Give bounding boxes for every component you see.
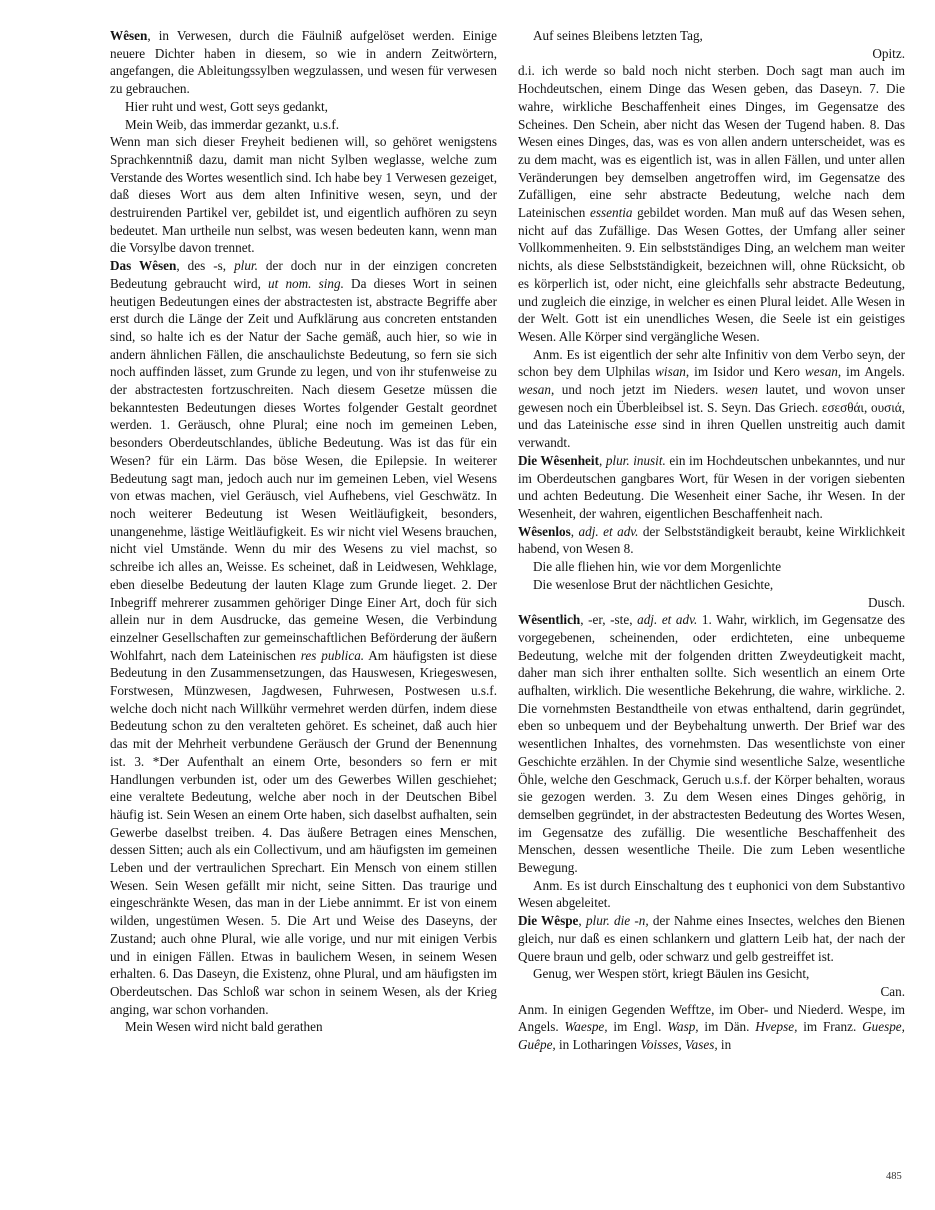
text-run: der Nahme eines Insectes, welches den Bienen gleich, nur daß es einen schlankern und glattern Leib hat, der nach der Quere braun und gelb, oder schwarz und gelb gestreiffet ist. [518, 913, 906, 964]
verse-line: Die alle fliehen hin, wie vor dem Morgenlichte [533, 559, 782, 575]
left-column [110, 27, 497, 1036]
text-run: der doch nur in der einzigen concreten Bedeutung gebraucht wird, [110, 258, 497, 291]
text-run: , -er, -ste, [580, 612, 638, 628]
text-run: 1. Wahr, wirklich, im Gegensatze des vorgegebenen, scheinenden, oder erdichteten, eine unbequeme Bedeutung, welche mit der folgenden dritten Zweydeutigkeit macht, daher man sich ihrer enthalten sollte. Sich wesentlich an einem Orte aufhalten, wirklich. Die wesentliche Bekehrung, die wahre, wirkliche. 2. Die vornehmsten Bestandtheile von etwas enthaltend, darin gegründet, eben so unbequem und der Beybehaltung unwerth. Der Brief war des wesentlichen Inhaltes, des vornehmsten. Das wesentlichste von einer Geschichte erzählen. In der Chymie sind wesentliche Salze, wesentliche Öhle, welche den Geschmack, Geruch u.s.f. der Körper behalten, woraus sie gezogen werden. 3. Zu dem Wesen eines Dinges gehörig, in demselben gegründet, in der abstractesten Bedeutung des Wortes Wesen, im Gegensatze des zufällig. Die wesentliche Beschaffenheit des Menschen, dessen wesentliche Theile. Die zum Leben wesentliche Bewegung. [518, 612, 905, 876]
italic-run: wesan [804, 364, 838, 380]
text-run: , [570, 523, 579, 539]
text-run: im Engl. [607, 1019, 668, 1035]
dictionary-paragraph [518, 346, 905, 452]
dictionary-paragraph [110, 257, 497, 1018]
italic-run: Wasp, [667, 1019, 699, 1035]
text-run: im Dän. [698, 1019, 756, 1035]
italic-run: plur. die -n, [585, 913, 649, 929]
text-run: , [578, 913, 586, 929]
text-run: , [598, 452, 606, 468]
italic-run: esse [634, 417, 657, 433]
italic-run: wesan [518, 382, 551, 398]
italic-run: adj. et adv. [578, 523, 639, 539]
dictionary-paragraph [110, 27, 497, 98]
text-run: Am häufigsten ist diese Bedeutung in den Zusammensetzungen, das Hauswesen, Kriegeswesen, Forstwesen, Münzwesen, Jagdwesen, Fuhrwesen, Postwesen u.s.f. welche doch nicht nach Willkühr vermehret werden dürfen, indem diese Bedeutung schon zu den veralteten gehöret. Es scheinet, daß auch hier das mit der Mehrheit verbundene Geräusch der Grund der Benennung ist. 3. *Der Aufenthalt an einem Orte, besonders so fern er mit Handlungen verbunden ist, oder um des Gewerbes Willen geschiehet; eine veraltete Bedeutung, welche aber noch in der Deutschen Bibel häufig ist. Sein Wesen an einem Orte haben, sich daselbst aufhalten, sein Gewerbe daselbst treiben. 4. Das äußere Betragen eines Menschen, dessen Sitten; auch als ein Collectivum, und am häufigsten im gemeinen Leben und der vertraulichen Sprechart. Ein Mensch von einem stillen Wesen. Sein Wesen gefällt mir nicht, seine Sitten. Das traurige und eingeschränkte Wesen, das man in der Liebe annimmt. Er ist von einem wilden, ungestümen Wesen. 5. Die Art und Weise des Daseyns, der Zustand; auch ohne Plural, wie alle vorige, und nur mit einigen Verbis und in einigen Fällen. Etwas in baulichem Wesen, in seinem Wesen erhalten. 6. Das Daseyn, die Existenz, ohne Plural, und am häufigsten im Oberdeutschen. Das Schloß war schon in seinem Wesen, als der Krieg anging, war schon vorhanden. [110, 647, 497, 1017]
italic-run: Voisses, Vases, [640, 1037, 718, 1053]
dictionary-paragraph [518, 452, 905, 523]
italic-run: Waespe, [564, 1019, 608, 1035]
headword: Das Wêsen [110, 258, 177, 274]
dictionary-paragraph [518, 1001, 905, 1054]
text-run: Anm. Es ist eigentlich der sehr alte Infinitiv von dem Verbo seyn, der schon bey dem Ulphilas [518, 346, 905, 380]
verse-line: Mein Weib, das immerdar gezankt, u.s.f. [125, 116, 340, 132]
text-run: in [717, 1037, 732, 1053]
verse-line: Auf seines Bleibens letzten Tag, [533, 28, 703, 43]
dictionary-paragraph [518, 523, 905, 558]
text-run: ein im Hochdeutschen unbekanntes, und nur im Oberdeutschen gangbares Wort, für Wesen in der vorigen siebenten und achten Bedeutung. Die Wesenheit einer Sache, ihr Wesen. In der Wesenheit, der wahren, eigentlichen Beschaffenheit nach. [518, 452, 906, 521]
dictionary-paragraph [518, 877, 905, 912]
text-run: der Selbstständigkeit beraubt, keine Wirklichkeit habend, von Wesen 8. [518, 523, 905, 557]
headword: Die Wêsenheit [518, 452, 599, 468]
quote-attribution: Dusch. [868, 594, 905, 610]
italic-run: res publica. [300, 647, 365, 663]
italic-run: Hvepse, [755, 1019, 798, 1035]
dictionary-paragraph [110, 133, 497, 257]
italic-run: essentia [590, 205, 633, 221]
text-run: Anm. In einigen Gegenden Wefftze, im Ober- und Niederd. Wespe, im Angels. [518, 1001, 905, 1035]
dictionary-paragraph [518, 62, 905, 345]
text-run: , im Isidor und Kero [685, 364, 805, 380]
text-run: in Lotharingen [555, 1037, 641, 1053]
headword: Wêsenlos [518, 523, 571, 539]
text-run: , und noch jetzt im Nieders. [550, 382, 726, 398]
text-run: sind in ihren Quellen unstreitig auch damit verwandt. [518, 417, 906, 451]
text-run: Da dieses Wort in seinen heutigen Bedeutungen eines der abstractesten ist, abstracte Begriffe aber erst durch die Länge der Zeit und Aufklärung aus concreten entstanden sind, so halte ich es der Natur der Sache gemäß, auch hier, so wie in andern ähnlichen Fällen, die anschaulichste Bedeutung, so fern sie sich noch auffinden lässet, zum Grunde zu legen, und von ihr stufenweise zu der abstractesten fortzuschreiten. Nach diesem Gesetze müssen die bekanntesten Bedeutungen dieses Wortes folgender Gestalt geordnet werden. 1. Geräusch, ohne Plural; eine noch im gemeinen Leben, besonders Oberdeutschlandes, übliche Bedeutung. Was ist das für ein Wesen? für ein Lärm. Das böse Wesen, die Epilepsie. In weiterer Bedeutung sagt man, jedoch auch nur im gemeinen Leben, viel Wesens von etwas machen, viel Geräusch, viel Aufhebens, viel Geschwätz. In noch weiterer Bedeutung ist Wesen Weitläufigkeit, besonders, unangenehme, lästige Weitläufigkeit. Es wir nicht viel Wesens brauchen, nicht viel Umstände. Wenn du mir des Wesens zu viel machst, so schreibe ich alles an, Weisse. Es scheinet, daß in Leidwesen, Wehklage, eben dieselbe Bedeutung der lauten Klage zum Grunde lieget. 2. Der Inbegriff mehrerer zusammen gehöriger Dinge Einer Art, doch für sich allein nur in dem Ausdrucke, das gemeine Wesen, die Verbindung einzelner Gesellschaften zur gemeinschaftlichen Beförderung der äußern Wohlfahrt, nach dem Lateinischen [110, 275, 497, 663]
italic-run: plur. inusit. [605, 452, 666, 468]
text-run: , im Angels. [837, 364, 905, 380]
text-run: Anm. Es ist durch Einschaltung des t euphonici von dem Substantivo Wesen abgeleitet. [518, 877, 905, 911]
verse-line: Die wesenlose Brut der nächtlichen Gesichte, [533, 576, 774, 592]
right-column [518, 27, 905, 1054]
verse-line: Mein Wesen wird nicht bald gerathen [125, 1019, 323, 1035]
verse-line: Genug, wer Wespen stört, kriegt Bäulen ins Gesicht, [533, 966, 810, 982]
page-number: 485 [886, 1171, 902, 1182]
italic-run: wisan [655, 364, 686, 380]
text-run: , des -s, [176, 258, 235, 274]
quote-attribution: Can. [880, 983, 905, 999]
italic-run: Guespe, Guêpe, [518, 1019, 905, 1053]
italic-run: wesen [725, 382, 759, 398]
verse-line: Hier ruht und west, Gott seys gedankt, [125, 98, 328, 114]
text-run: gebildet worden. Man muß auf das Wesen sehen, nicht auf das Zufällige. Das Wesen Gottes, der Umfang aller seiner Vollkommenheiten. 9. Ein selbstständiges Ding, an welchem man weiter nichts, als diese Selbstständigkeit, bezeichnen will, ohne Rücksicht, ob es körperlich ist, oder nicht, eine gleichfalls sehr abstracte Bedeutung, und zugleich die einzige, in welcher es einen Plural leidet. Alle Wesen in der Welt. Gott ist ein unendliches Wesen, die Seele ist ein geistiges Wesen. Alle Körper sind vergängliche Wesen. [518, 205, 905, 344]
dictionary-paragraph [518, 912, 905, 965]
text-run: , in Verwesen, durch die Fäulniß aufgelöset werden. Einige neuere Dichter haben in diesem, so wie in andern Zeitwörtern, angefangen, die Ableitungssylben wegzulassen, und wesen für verwesen zu gebrauchen. [110, 28, 497, 97]
headword: Wêsentlich [518, 612, 581, 628]
text-run: im Franz. [797, 1019, 863, 1035]
dictionary-paragraph [518, 611, 905, 877]
italic-run: adj. et adv. [637, 612, 698, 628]
italic-run: ut nom. sing. [268, 275, 344, 291]
quote-attribution: Opitz. [872, 45, 905, 61]
headword: Wêsen [110, 28, 148, 43]
text-run: d.i. ich werde so bald noch nicht sterben. Doch sagt man auch im Hochdeutschen, einem Dinge das Wesen geben, das Daseyn. 7. Die wahre, wirkliche Beschaffenheit eines Dinges, im Gegensatze des Scheines. Den Schein, aber nicht das Wesen der Tugend haben. 8. Das Wesen eines Dinges, das, was es von allen andern unterscheidet, was es zu dem macht, was es eigentlich ist, was in allen Fällen, und unter allen Veränderungen bey demselben angetroffen wird, im Gegensatze des Zufälligen, eine sehr abstracte Bedeutung, welche nach dem Lateinischen [518, 63, 905, 221]
headword: Die Wêspe [518, 913, 579, 929]
text-run: lautet, und wovon unser gewesen noch ein Überbleibsel ist. S. Seyn. Das Griech. εσεσθάι, ουσιά, und das Lateinische [518, 382, 905, 433]
italic-run: plur. [234, 258, 258, 274]
text-run: Wenn man sich dieser Freyheit bedienen will, so gehöret wenigstens Sprachkenntniß dazu, damit man nicht Sylben weglasse, welche zum Verstande des Wortes wesentlich sind. Ich habe bey 1 Verwesen gezeiget, daß dieses Wort aus dem alten Infinitive wesen, seyn, und der destruirenden Partikel ver, gebildet ist, und eigentlich aufhören zu seyn bedeutet. Man urtheile nun selbst, was wesen bedeuten kann, wenn man die Vorsylbe davon trennet. [110, 134, 497, 256]
